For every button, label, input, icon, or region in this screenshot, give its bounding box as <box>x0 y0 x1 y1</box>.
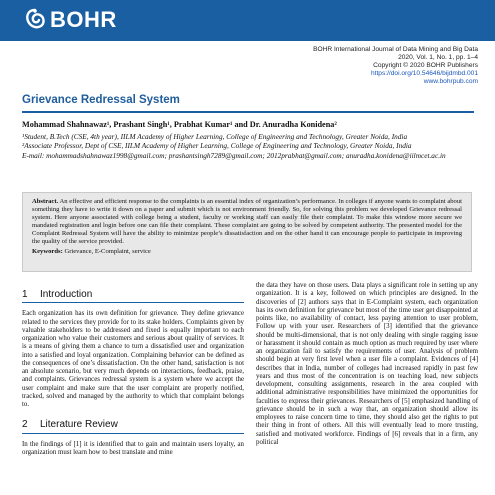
keywords-label: Keywords: <box>32 248 63 256</box>
section-title: Introduction <box>40 289 93 300</box>
left-column <box>22 283 244 457</box>
journal-info <box>313 46 478 86</box>
author-list: Mohammad Shahnawaz¹, Prashant Singh¹, Prabhat Kumar¹ and Dr. Anuradha Konidena² <box>22 120 337 129</box>
publisher-logo[interactable] <box>24 8 117 32</box>
section-title: Literature Review <box>40 419 118 431</box>
logo-wordmark: BOHR <box>50 7 117 32</box>
author-emails: E-mail: mohammadshahnawaz1998@gmail.com; prashantsingh7289@gmail.com; 2012prabhat@gmail.com; anuradha.konidena@iilmcet.ac.in <box>22 151 446 161</box>
section-heading-literature-review <box>22 421 244 433</box>
journal-name: BOHR International Journal of Data Mining and Big Data <box>313 46 478 53</box>
keywords-line <box>32 248 462 256</box>
bohr-swirl-logo-icon <box>24 8 46 32</box>
abstract-paragraph <box>32 198 462 245</box>
abstract-text: An effective and efficient response to the complaints is an essential index of organization’s performance. In colleges if anyone wants to complaint about something they have to write it down on a paper and submit which is not environment friendly. So, for solving this problem we developed Grievance redressal system. Here anyone associated with college being a student, faculty or working staff can easily file their complaint. To make this window more secure we mandated registration and login before one can file their complaint. These complaint are going to be solved by competent authority. The presented model for the Complaint Redressal System will have the ability to minimize people’s dissatisfaction and on the other hand it can encourage people to participate in improving the quality of the service provided. <box>32 198 462 245</box>
introduction-text: Each organization has its own definition for grievance. They define grievance related to the services they provide for to its stake holders. Complaints given by valuable stakeholders to be addressed and fixed is equally important to each organization who value their customers and serious about quality of services. It is a means of giving them a chance to turn a dissatisfied user and organization into a satisfied and loyal organization. Complaining behavior can be defined as the consequences of one’s dissatisfaction. On the other hand, satisfaction is not an absolute scenario, but very much depends on interactions, feedback, praise, and complaints. Grievances redressal system is a system where we accept the user complaint and make sure that the user complaint are properly notified, tracked, solved and managed by the authority to which that complaint belongs to. <box>22 310 244 408</box>
title-divider <box>22 111 474 113</box>
literature-review-text: In the findings of [1] it is identified that to gain and maintain users loyalty, an organization must learn how to best translate and mine <box>22 440 244 456</box>
journal-copyright: Copyright © 2020 BOHR Publishers <box>373 62 478 69</box>
abstract-label: Abstract. <box>32 198 59 205</box>
paper-title: Grievance Redressal System <box>22 94 180 106</box>
right-column <box>256 282 478 447</box>
abstract-box <box>22 192 472 272</box>
publisher-banner <box>0 0 495 41</box>
journal-volume: 2020, Vol. 1, No. 1, pp. 1–4 <box>398 54 478 61</box>
section-heading-introduction <box>22 291 244 303</box>
keywords-text: Grievance, E-Complaint, service <box>64 248 151 256</box>
doi-link[interactable]: https://doi.org/10.54646/bijdmbd.001 <box>370 70 478 77</box>
section-number: 2 <box>22 419 28 431</box>
affiliation-1: ¹Student, B.Tech (CSE, 4th year), IILM Academy of Higher Learning, College of Engineering and Technology, Greater Noida, India <box>22 132 408 141</box>
affiliation-2: ²Associate Professor, Dept of CSE, IILM Academy of Higher Learning, College of Engineering and Technology, Greater Noida, India <box>22 141 412 151</box>
literature-review-continued-text: the data they have on those users. Data plays a significant role in setting up any organization. It is a key, followed on which principles are designed. In the discoveries of [2] authors says that in E-Complaint system, each organization has its own definition for grievance but most of the time user get disappointed at points like, no availability of contact, less paying attention to user problem, Follow up with your user. Researchers of [3] identified that the grievance should be multi-dimensional, that is not only dealing with single ragging issue or harassment it should contain as much option as much required by user where an organization fail to satisfy the requirements of user. Analysis of problem should begin at very first level when a user file a complaint. Evidences of [4] describes that in India, number of colleges had increased rapidly in past few years and thus most of the concentration is on teaching load, new subjects development, consulting assignments, research in the area coupled with additional administrative responsibilities have minimized the opportunities for faculties to express their grievances. Researchers of [5] emphasized handling of grievance should be in such a way that, an organization should allow its employees to raise concern time to time, they should also get the rights to put their thing in front of others. All this will eventually lead to more trusting, satisfied and motivated workforce. Findings of [6] reveals that in a firm, any political <box>256 282 478 446</box>
affiliations <box>22 132 477 161</box>
section-number: 1 <box>22 289 28 300</box>
website-link[interactable]: www.bohrpub.com <box>423 78 478 85</box>
